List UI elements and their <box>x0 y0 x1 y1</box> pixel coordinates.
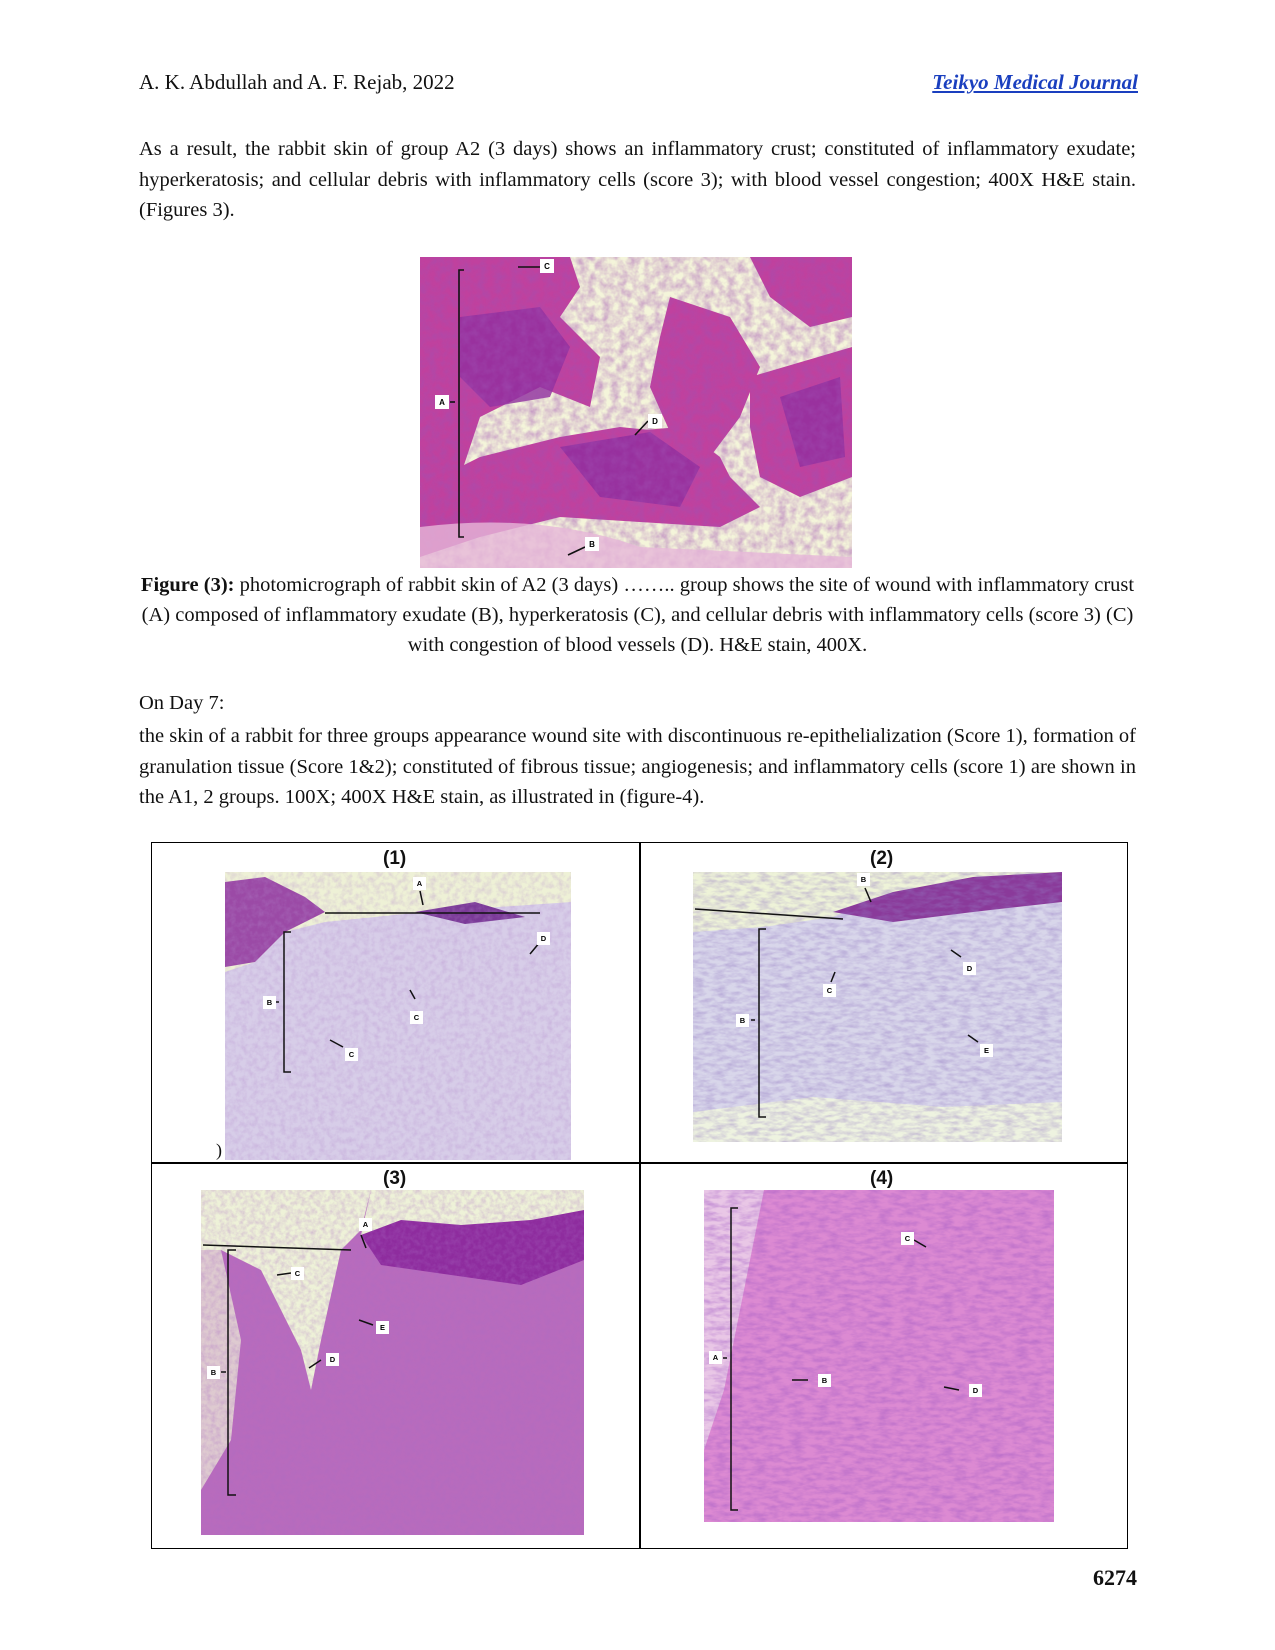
p3-marker-d: D <box>329 1355 336 1364</box>
p4-marker-d: D <box>972 1386 979 1395</box>
fig3-marker-d: D <box>652 417 658 426</box>
day7-heading: On Day 7: <box>139 692 225 714</box>
panel1-micrograph <box>225 872 571 1160</box>
fig3-marker-b: B <box>589 540 595 549</box>
p1-marker-a: A <box>416 879 423 888</box>
p1-marker-c1: C <box>413 1013 420 1022</box>
p2-marker-b1: B <box>860 875 867 884</box>
panel4-micrograph <box>704 1190 1054 1522</box>
paragraph-results: As a result, the rabbit skin of group A2 (3 days) shows an inflammatory crust; constituted of inflammatory exudate; hyperkeratosis; and cellular debris with inflammatory cells (score 3); with blood vessel congestion; 400X H&E stain. (Figures 3). <box>139 138 1136 221</box>
p2-marker-e: E <box>983 1046 990 1055</box>
figure4-divider-vertical <box>639 842 641 1549</box>
p1-marker-c2: C <box>348 1050 355 1059</box>
p4-marker-a: A <box>712 1353 719 1362</box>
p3-marker-b: B <box>210 1368 217 1377</box>
p1-marker-b: B <box>266 998 273 1007</box>
p4-marker-b: B <box>821 1376 828 1385</box>
figure3-micrograph <box>420 257 852 568</box>
panel4-label: (4) <box>870 1168 894 1189</box>
figure3-caption <box>139 570 1136 660</box>
figure3-caption-text: photomicrograph of rabbit skin of A2 (3 days) …….. group shows the site of wound with inflammatory crust (A) composed of inflammatory exudate (B), hyperkeratosis (C), and cellular debris with inflammatory cells (score 3) (C) with congestion of blood vessels (D). H&E stain, 400X. <box>141 574 1135 656</box>
panel3-label: (3) <box>383 1168 407 1189</box>
header-journal-link[interactable]: Teikyo Medical Journal <box>932 70 1138 94</box>
panel1-label: (1) <box>383 848 407 869</box>
fig3-marker-c: C <box>544 262 550 271</box>
p2-marker-d: D <box>966 964 973 973</box>
p1-marker-d: D <box>540 934 547 943</box>
figure3-caption-label: Figure (3): <box>140 574 235 596</box>
panel3-micrograph <box>201 1190 584 1535</box>
figure4-divider-horizontal <box>151 1162 1128 1164</box>
header-authors: A. K. Abdullah and A. F. Rejab, 2022 <box>139 70 455 94</box>
page-number: 6274 <box>1093 1565 1137 1590</box>
p3-marker-e: E <box>379 1323 386 1332</box>
p3-marker-a: A <box>362 1220 369 1229</box>
panel2-label: (2) <box>870 848 894 869</box>
p2-marker-c: C <box>826 986 833 995</box>
p3-marker-c: C <box>294 1269 301 1278</box>
p4-marker-c: C <box>904 1234 911 1243</box>
p2-marker-b2: B <box>739 1016 746 1025</box>
paragraph-day7: the skin of a rabbit for three groups appearance wound site with discontinuous re-epithelialization (Score 1), formation of granulation tissue (Score 1&2); constituted of fibrous tissue; angiogenesis; and inflammatory cells (score 1) are shown in the A1, 2 groups. 100X; 400X H&E stain, as illustrated in (figure-4). <box>139 725 1136 808</box>
stray-paren: ) <box>216 1140 222 1160</box>
panel2-micrograph <box>693 872 1062 1142</box>
fig3-marker-a: A <box>439 398 445 407</box>
